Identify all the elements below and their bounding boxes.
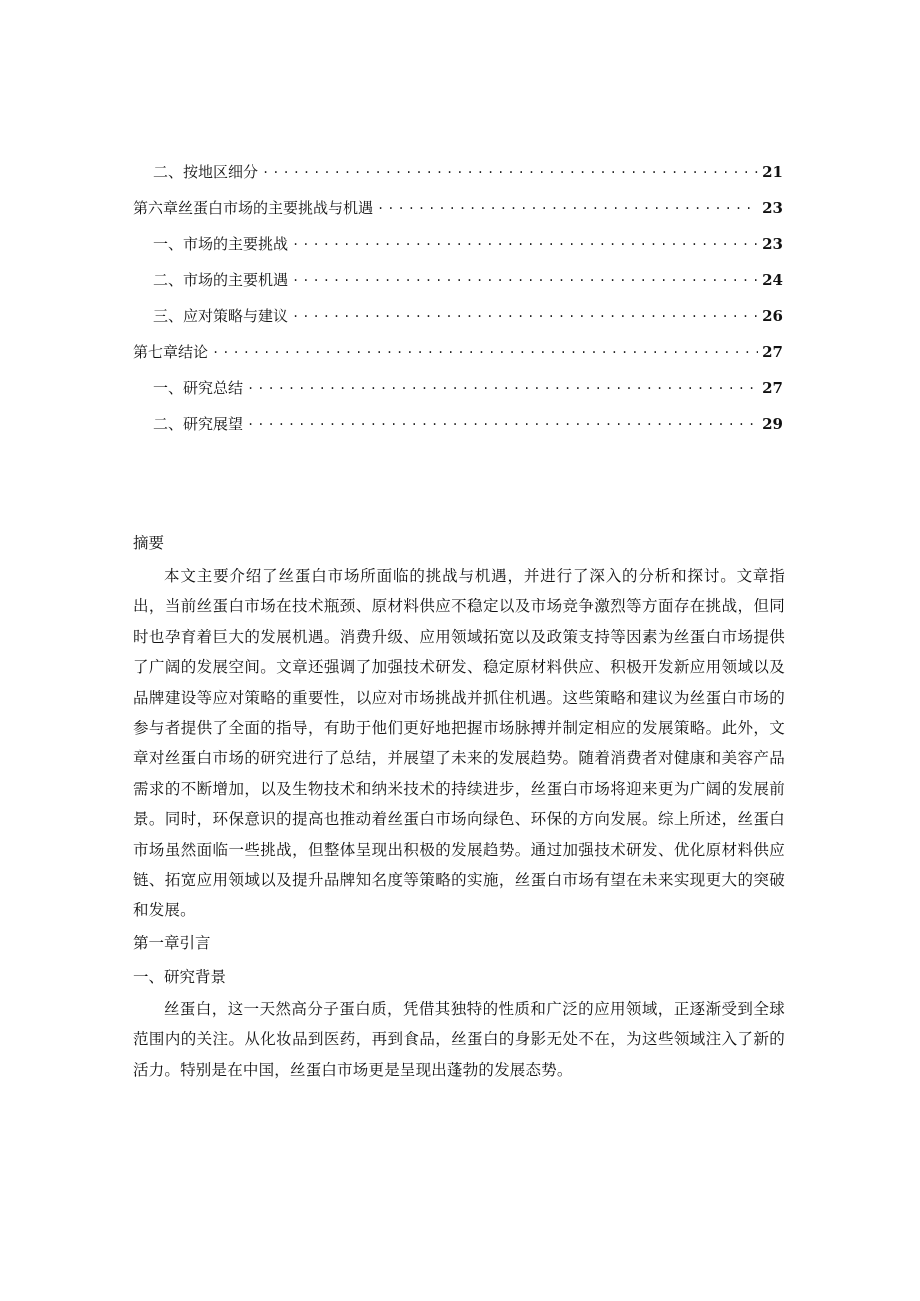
- toc-entry[interactable]: [133, 254, 783, 290]
- toc-leader-dots: [292, 231, 758, 251]
- toc-entry-page: 26: [762, 307, 783, 325]
- abstract-heading: 摘要: [133, 534, 165, 552]
- toc-entry[interactable]: [133, 290, 783, 326]
- toc-entry[interactable]: [133, 182, 783, 218]
- toc-entry-page: 27: [762, 343, 783, 361]
- toc-entry[interactable]: [133, 146, 783, 182]
- toc-entry-page: 27: [762, 379, 783, 397]
- section-title: 一、研究背景: [133, 967, 227, 986]
- toc-entry-label: 第六章丝蛋白市场的主要挑战与机遇: [133, 199, 374, 217]
- abstract-paragraph: 本文主要介绍了丝蛋白市场所面临的挑战与机遇，并进行了深入的分析和探讨。文章指出，当前丝蛋白市场在技术瓶颈、原材料供应不稳定以及市场竞争激烈等方面存在挑战，但同时也孕育着巨大的发展机遇。消费升级、应用领域拓宽以及政策支持等因素为丝蛋白市场提供了广阔的发展空间。文章还强调了加强技术研发、稳定原材料供应、积极开发新应用领域以及品牌建设等应对策略的重要性，以应对市场挑战并抓住机遇。这些策略和建议为丝蛋白市场的参与者提供了全面的指导，有助于他们更好地把握市场脉搏并制定相应的发展策略。此外，文章对丝蛋白市场的研究进行了总结，并展望了未来的发展趋势。随着消费者对健康和美容产品需求的不断增加，以及生物技术和纳米技术的持续进步，丝蛋白市场将迎来更为广阔的发展前景。同时，环保意识的提高也推动着丝蛋白市场向绿色、环保的方向发展。综上所述，丝蛋白市场虽然面临一些挑战，但整体呈现出积极的发展趋势。通过加强技术研发、优化原材料供应链、拓宽应用领域以及提升品牌知名度等策略的实施，丝蛋白市场有望在未来实现更大的突破和发展。: [133, 567, 785, 920]
- toc-entry-label: 二、研究展望: [153, 415, 244, 433]
- toc-entry-label: 第七章结论: [133, 343, 209, 361]
- toc-leader-dots: [292, 303, 758, 323]
- toc-entry-page: 23: [762, 235, 783, 253]
- toc-entry-page: 21: [762, 163, 783, 181]
- toc-leader-dots: [292, 267, 758, 287]
- toc-leader-dots: [247, 375, 758, 395]
- toc-entry-label: 二、市场的主要机遇: [153, 271, 289, 289]
- toc-leader-dots: [377, 195, 758, 215]
- toc-entry-label: 一、研究总结: [153, 379, 244, 397]
- toc-leader-dots: [212, 339, 758, 359]
- toc-entry-page: 29: [762, 415, 783, 433]
- toc-leader-dots: [247, 411, 758, 431]
- toc-entry[interactable]: [133, 326, 783, 362]
- toc-entry[interactable]: [133, 398, 783, 434]
- document-body: [133, 526, 785, 1085]
- toc-entry[interactable]: [133, 362, 783, 398]
- toc-entry[interactable]: [133, 218, 783, 254]
- section-paragraph: 丝蛋白，这一天然高分子蛋白质，凭借其独特的性质和广泛的应用领域，正逐渐受到全球范围内的关注。从化妆品到医药，再到食品，丝蛋白的身影无处不在，为这些领域注入了新的活力。特别是在中国，丝蛋白市场更是呈现出蓬勃的发展态势。: [133, 999, 785, 1079]
- toc-entry-label: 二、按地区细分: [153, 163, 259, 181]
- toc-entry-page: 24: [762, 271, 783, 289]
- toc-entry-label: 一、市场的主要挑战: [153, 235, 289, 253]
- toc-entry-page: 23: [762, 199, 783, 217]
- chapter-title: 第一章引言: [133, 933, 211, 952]
- toc-entry-label: 三、应对策略与建议: [153, 307, 289, 325]
- toc-leader-dots: [262, 159, 758, 179]
- table-of-contents: [133, 146, 783, 434]
